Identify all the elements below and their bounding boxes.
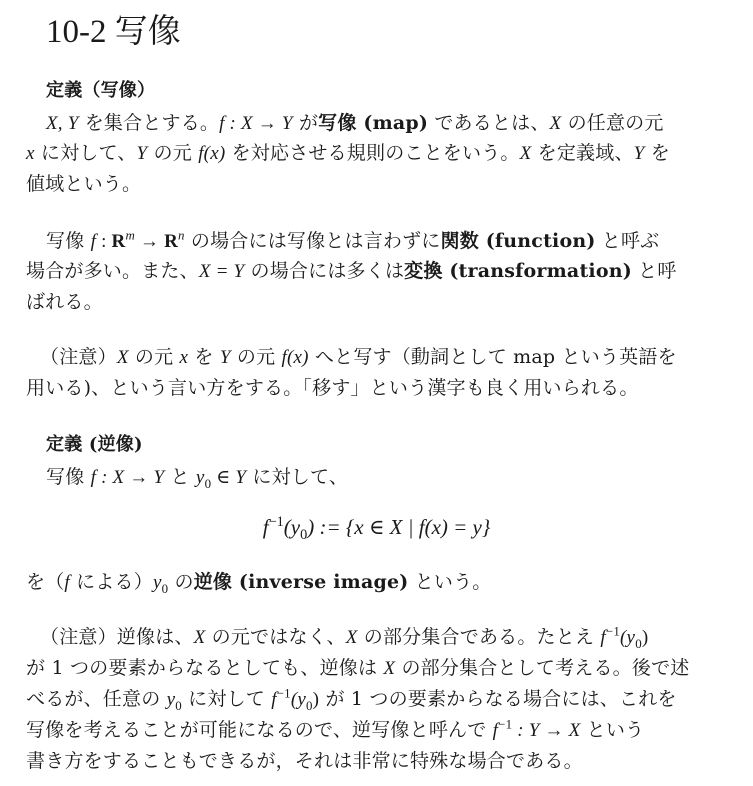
text: が 1 つの要素からなるとしても、逆像は bbox=[26, 657, 384, 679]
definition-inverse-line-1 bbox=[46, 464, 348, 491]
section-title: 10-2 写像 bbox=[46, 14, 181, 50]
text: と呼ぶ bbox=[595, 230, 660, 252]
math-var: y bbox=[166, 689, 176, 710]
math-paren: ) bbox=[641, 627, 649, 648]
text: と呼 bbox=[631, 260, 677, 282]
text: 写像 bbox=[46, 230, 91, 252]
term-map: 写像 (map) bbox=[318, 112, 429, 134]
text: の部分集合である。たとえ bbox=[357, 626, 601, 648]
term-transformation: 変換 (transformation) bbox=[404, 260, 632, 282]
math-var: f bbox=[600, 627, 606, 648]
math-var: X bbox=[193, 627, 206, 648]
text: 写像 bbox=[46, 466, 91, 488]
math-var: Y bbox=[219, 347, 231, 368]
math-arg: (y bbox=[620, 627, 636, 648]
text: という bbox=[580, 719, 645, 741]
math-exponent: −1 bbox=[498, 716, 513, 732]
math-subscript: 0 bbox=[300, 527, 308, 544]
math-map: f : X → Y bbox=[90, 467, 165, 488]
term-inverse-image: 逆像 (inverse image) bbox=[193, 571, 409, 593]
math-exponent: n bbox=[178, 227, 185, 243]
text: の元ではなく、 bbox=[205, 626, 346, 648]
text: の bbox=[168, 571, 194, 593]
math-var: Y bbox=[136, 143, 148, 164]
math-var: X bbox=[519, 143, 532, 164]
definition-map-heading: 定義（写像） bbox=[46, 80, 156, 101]
text: の元 bbox=[147, 142, 199, 164]
function-paragraph-line-3: ばれる。 bbox=[26, 291, 103, 313]
note-2-line-2 bbox=[26, 655, 689, 682]
text: を bbox=[188, 346, 220, 368]
math-var: Y bbox=[633, 143, 645, 164]
text: の任意の元 bbox=[561, 112, 664, 134]
math-subscript: 0 bbox=[635, 635, 642, 651]
text: に対して bbox=[181, 688, 272, 710]
note-2-line-3 bbox=[26, 686, 677, 713]
definition-map-line-2 bbox=[26, 140, 670, 167]
math-map: f : X → Y bbox=[219, 113, 293, 134]
definition-inverse-line-2 bbox=[26, 569, 492, 596]
math-fx: f(x) bbox=[198, 143, 226, 164]
text: の場合には写像とは言わずに bbox=[184, 230, 441, 252]
math-colon: : bbox=[96, 231, 112, 252]
text: べるが、任意の bbox=[26, 688, 167, 710]
math-arrow: → bbox=[134, 231, 165, 252]
text: の元 bbox=[128, 346, 180, 368]
math-var: f bbox=[90, 231, 97, 252]
math-real: R bbox=[111, 231, 126, 252]
math-exponent: m bbox=[125, 227, 135, 243]
math-var: f bbox=[64, 572, 70, 593]
math-subscript: 0 bbox=[306, 697, 313, 713]
math-subscript: 0 bbox=[161, 580, 169, 596]
text: を bbox=[644, 142, 670, 164]
inverse-image-formula bbox=[0, 513, 753, 544]
text: という。 bbox=[408, 571, 492, 593]
function-paragraph-line-2 bbox=[26, 258, 677, 285]
math-var: f bbox=[262, 515, 269, 539]
definition-map-line-3: 値域という。 bbox=[26, 173, 142, 195]
function-paragraph-line-1 bbox=[46, 228, 659, 255]
math-var: x bbox=[26, 143, 35, 164]
math-fx: f(x) bbox=[281, 347, 309, 368]
text: へと写す（動詞として map という英語を bbox=[308, 346, 677, 368]
math-subscript: 0 bbox=[204, 475, 212, 491]
math-var: X bbox=[116, 347, 129, 368]
text: を対応させる規則のことをいう。 bbox=[225, 142, 520, 164]
math-var: y bbox=[152, 572, 162, 593]
text: を（ bbox=[26, 571, 65, 593]
note-2-line-4 bbox=[26, 717, 644, 744]
math-equality: X = Y bbox=[198, 261, 245, 282]
math-set-builder: ) := {x ∈ X | f(x) = y} bbox=[307, 515, 491, 539]
text: の部分集合として考える。後で述 bbox=[395, 657, 690, 679]
text: の場合には多くは bbox=[244, 260, 405, 282]
note-2-line-1 bbox=[40, 624, 648, 651]
math-var: y bbox=[195, 467, 205, 488]
math-exponent: −1 bbox=[276, 685, 291, 701]
math-map: : Y → X bbox=[512, 720, 581, 741]
text: を定義域、 bbox=[531, 142, 634, 164]
text: と bbox=[164, 466, 196, 488]
math-arg: (y bbox=[283, 515, 301, 539]
math-exponent: −1 bbox=[268, 514, 284, 530]
math-subscript: 0 bbox=[175, 697, 182, 713]
math-exponent: −1 bbox=[605, 623, 621, 639]
note-1-line-1 bbox=[40, 344, 677, 371]
text: が bbox=[292, 112, 319, 134]
math-var: f bbox=[271, 689, 277, 710]
text: （注意）逆像は、 bbox=[40, 626, 194, 648]
math-real: R bbox=[164, 231, 178, 252]
text: であるとは、 bbox=[428, 112, 550, 134]
math-sets: X, Y bbox=[46, 113, 79, 134]
math-member: ∈ Y bbox=[211, 467, 247, 488]
math-var: X bbox=[345, 627, 358, 648]
text: 写像を考えることが可能になるので、逆写像と呼んで bbox=[26, 719, 493, 741]
definition-inverse-heading: 定義 (逆像) bbox=[46, 434, 143, 455]
definition-map-line-1 bbox=[46, 110, 664, 137]
text: が 1 つの要素からなる場合には、これを bbox=[319, 688, 677, 710]
text: を集合とする。 bbox=[78, 112, 220, 134]
term-function: 関数 (function) bbox=[440, 230, 596, 252]
text: の元 bbox=[230, 346, 282, 368]
text: に対して、 bbox=[34, 142, 137, 164]
note-1-line-2: 用いる)、という言い方をする。「移す」という漢字も良く用いられる。 bbox=[26, 377, 639, 399]
math-paren: ) bbox=[312, 689, 320, 710]
note-2-line-5: 書き方をすることもできるが，それは非常に特殊な場合である。 bbox=[26, 750, 583, 772]
math-var: X bbox=[549, 113, 562, 134]
math-arg: (y bbox=[290, 689, 307, 710]
math-var: f bbox=[492, 720, 499, 741]
text: に対して、 bbox=[246, 466, 349, 488]
text: （注意） bbox=[40, 346, 117, 368]
text: による） bbox=[69, 571, 153, 593]
math-var: X bbox=[383, 658, 396, 679]
math-var: x bbox=[179, 347, 189, 368]
text: 場合が多い。また、 bbox=[26, 260, 199, 282]
